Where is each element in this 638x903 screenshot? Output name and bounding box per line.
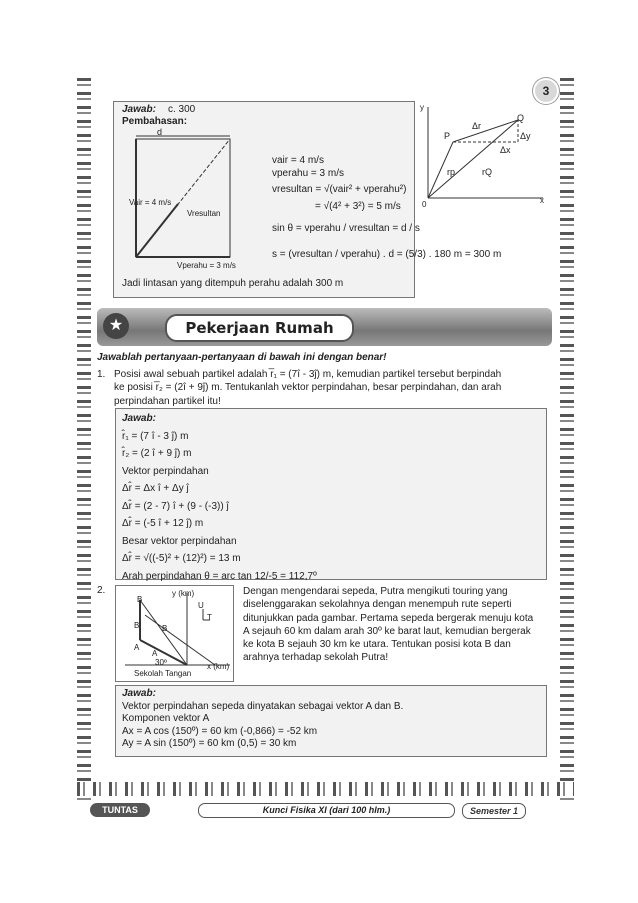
q2-line: diselenggarakan sekolahnya dengan menempuh rute seperti	[243, 599, 512, 611]
a1-line: Arah perpindahan θ = arc tan 12/-5 = 112,7º	[122, 570, 317, 582]
label-a1: A	[134, 643, 140, 652]
label-angle: 30º	[155, 658, 167, 667]
dr-vector	[453, 120, 518, 142]
a2-line: Ay = A sin (150º) = 60 km (0,5) = 30 km	[122, 738, 297, 749]
label-v-air: Vair = 4 m/s	[129, 198, 172, 207]
v-resultan-short	[136, 204, 178, 257]
footer-semester: Semester 1	[462, 803, 526, 819]
eq-v-resultan: vresultan = √(vair² + vperahu²)	[272, 184, 407, 195]
label-b2: B	[134, 621, 140, 630]
label-y-km: y (km)	[172, 589, 195, 598]
label-d: d	[157, 127, 163, 137]
label-dr: Δr	[472, 121, 482, 131]
footer-tuntas: TUNTAS	[90, 803, 150, 817]
answer-1-label: Jawab:	[122, 413, 156, 424]
conclusion-text: Jadi lintasan yang ditempuh perahu adalah 300 m	[122, 278, 344, 289]
a2-line: Ax = A cos (150º) = 60 km (-0,866) = -52 km	[122, 725, 318, 737]
eq-sin-theta: sin θ = vperahu / vresultan = d / s	[272, 223, 420, 234]
question-1-text	[114, 368, 501, 408]
q2-line: A sejauh 60 km dalam arah 30º ke barat laut, kemudian bergerak	[243, 625, 531, 637]
label-b1: B	[137, 595, 143, 604]
a1-line: Δr̂ = Δx î + Δy ĵ	[122, 483, 189, 494]
label-x: x	[540, 196, 544, 205]
answer-2-label: Jawab:	[122, 688, 156, 699]
section-title: Pekerjaan Rumah	[165, 314, 354, 342]
answer-1-content	[122, 410, 317, 585]
eq-v-perahu: vperahu = 3 m/s	[272, 168, 344, 179]
label-u: U	[198, 601, 204, 610]
q2-line: Dengan mengendarai sepeda, Putra mengikuti touring yang	[243, 586, 508, 597]
a1-line: Δr̂ = (2 - 7) î + (9 - (-3)) ĵ	[122, 500, 229, 512]
answer-value: c. 300	[168, 104, 196, 115]
a1-line: Besar vektor perpindahan	[122, 535, 237, 547]
star-icon: ★	[103, 313, 129, 339]
a1-line: r̂₂ = (2 î + 9 ĵ) m	[122, 448, 192, 459]
label-a2: A	[152, 649, 158, 658]
label-origin: 0	[422, 200, 427, 209]
label-dx: Δx	[500, 145, 511, 155]
question-2-text	[243, 585, 533, 665]
a2-line: Vektor perpindahan sepeda dinyatakan sebagai vektor A dan B.	[122, 700, 404, 712]
label-rp: rp	[447, 167, 456, 177]
q2-line: ke kota B sejauh 30 km ke utara. Tentukan posisi kota B dan	[243, 639, 511, 651]
a1-line: Δr̂ = (-5 î + 12 ĵ) m	[122, 518, 204, 529]
label-x-km: x (km)	[207, 662, 230, 671]
instruction-text: Jawablah pertanyaan-pertanyaan di bawah ini dengan benar!	[97, 352, 387, 363]
answer-2-content	[122, 688, 403, 751]
label-p: P	[444, 131, 451, 141]
label-v-resultan: Vresultan	[187, 209, 221, 218]
q1-line: Posisi awal sebuah partikel adalah r̅₁ = (7î - 3ĵ) m, kemudian partikel tersebut berpindah	[114, 369, 502, 380]
question-1-number: 1.	[97, 369, 106, 380]
label-t: T	[207, 613, 212, 622]
label-v-perahu: Vperahu = 3 m/s	[177, 261, 236, 270]
answer-label: Jawab:	[122, 104, 156, 115]
q1-line: perpindahan partikel itu!	[114, 395, 221, 407]
decorative-border-bottom	[77, 782, 574, 796]
label-q: Q	[517, 113, 525, 123]
label-rq: rQ	[482, 167, 492, 177]
q1-line: ke posisi r̅₂ = (2î + 9ĵ) m. Tentukanlah vektor perpindahan, besar perpindahan, dan arah	[114, 382, 502, 394]
label-dy: Δy	[520, 131, 531, 141]
position-vector-diagram	[418, 102, 548, 210]
eq-v-resultan-value: = √(4² + 3²) = 5 m/s	[315, 201, 401, 212]
a1-line: Δr̂ = √((-5)² + (12)²) = 13 m	[122, 553, 241, 564]
page-number: 3	[533, 78, 559, 104]
question-2-number: 2.	[97, 585, 106, 596]
label-y: y	[420, 103, 424, 112]
eq-distance: s = (vresultan / vperahu) . d = (5/3) . 180 m = 300 m	[272, 249, 502, 260]
decorative-border-right	[560, 78, 574, 804]
eq-v-air: vair = 4 m/s	[272, 155, 324, 166]
decorative-border-left	[77, 78, 91, 804]
a1-line: r̂₁ = (7 î - 3 ĵ) m	[122, 430, 189, 442]
label-school: Sekolah Tangan	[134, 669, 192, 678]
a2-line: Komponen vektor A	[122, 713, 210, 724]
q2-line: ditunjukkan pada gambar. Pertama sepeda bergerak menuju kota	[243, 612, 534, 624]
q2-line: arahnya terhadap sekolah Putra!	[243, 652, 389, 664]
footer-book-title: Kunci Fisika XI (dari 100 hlm.)	[198, 803, 455, 818]
discussion-label: Pembahasan:	[122, 116, 188, 127]
a1-line: Vektor perpindahan	[122, 465, 209, 477]
label-b3: B	[162, 624, 168, 633]
